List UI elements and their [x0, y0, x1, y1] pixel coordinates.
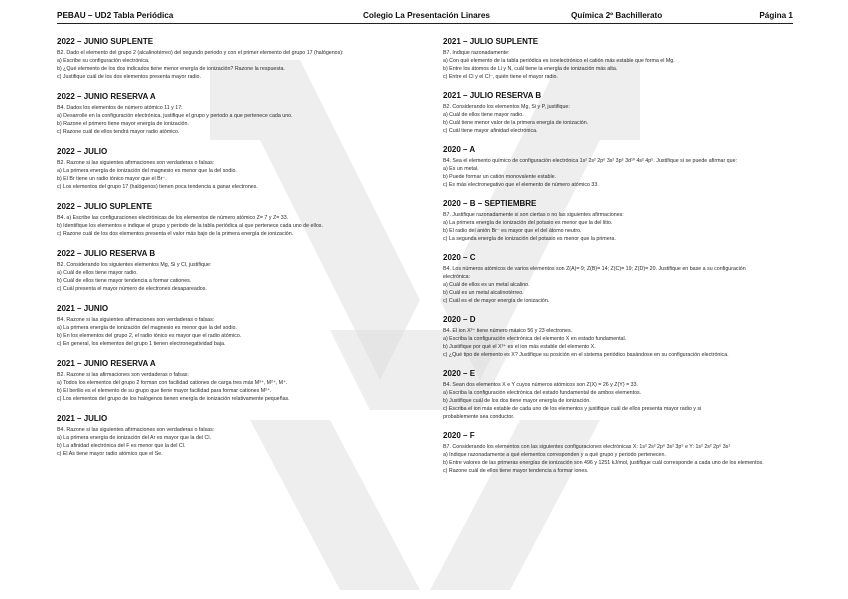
question-line: a) Es un metal.	[443, 166, 479, 172]
header-school-name: Colegio La Presentación Linares	[363, 11, 490, 20]
section-title: 2020 – E	[443, 369, 476, 378]
question-line: a) Indique razonadamente a qué elementos corresponden y a qué grupo y periodo pertenecen.	[443, 452, 666, 458]
exam-section	[57, 36, 435, 81]
question-line: a) La primera energía de ionización del magnesio es menor que la del sodio.	[57, 168, 237, 174]
exam-section	[57, 146, 435, 191]
right-column	[443, 36, 798, 484]
question-line: b) La afinidad electrónica del F es menor que la del Cl.	[57, 443, 186, 449]
question-line: B4. Los números atómicos de varios elementos son Z(A)= 9; Z(B)= 14; Z(C)= 19; Z(D)= 20. Justifique en base a su configuración	[443, 266, 746, 272]
question-line: b) El radio del anión Br⁻ es mayor que el del átomo neutro.	[443, 228, 582, 234]
header-page-number: Página 1	[759, 11, 793, 20]
exam-section	[443, 368, 798, 421]
exam-section	[443, 314, 798, 359]
question-line: c) El As tiene mayor radio atómico que el Se.	[57, 451, 163, 457]
question-line: c) Cuál presenta el mayor número de electrones desapareados.	[57, 286, 207, 292]
section-title: 2022 – JUNIO SUPLENTE	[57, 37, 154, 46]
question-line: B2. Considerando los elementos Mg, Si y P, justifique:	[443, 104, 570, 110]
section-title: 2021 – JULIO	[57, 414, 108, 423]
question-line: b) Entre los átomos de Li y N, cuál tiene la energía de ionización más alta.	[443, 66, 618, 72]
question-line: B2. Dado el elemento del grupo 2 (alcalinotérreo) del segundo periodo y con el primer elemento del grupo 17 (halógenos):	[57, 50, 344, 56]
question-line: a) Cuál de ellos es un metal alcalino.	[443, 282, 530, 288]
question-line: b) El Br tiene un radio iónico mayor que el Br⁻.	[57, 176, 167, 182]
exam-section	[443, 430, 798, 475]
question-line: B2. Razone si las afirmaciones son verdaderas o falsas:	[57, 372, 189, 378]
section-title: 2020 – F	[443, 431, 475, 440]
question-line: a) Escriba la configuración electrónica del estado fundamental de ambos elementos.	[443, 390, 642, 396]
question-line: B4. Razone si las siguientes afirmaciones son verdaderas o falsas:	[57, 427, 215, 433]
question-line: B7. Justifique razonadamente si son ciertas o no las siguientes afirmaciones:	[443, 212, 624, 218]
question-line: B4. Sea el elemento químico de configuración electrónica 1s² 2s² 2p⁶ 3s² 3p⁶ 3d¹⁰ 4s² 4p⁵. Justifique si se puede afirmar que:	[443, 158, 737, 164]
question-line: b) En los elementos del grupo 2, el radio iónico es mayor que el radio atómico.	[57, 333, 242, 339]
exam-section	[443, 90, 798, 135]
question-line: b) Identifique los elementos e indique el grupo y periodo de la tabla periódica al que pertenece cada uno de ellos.	[57, 223, 323, 229]
question-line: c) Razone cuál de ellos tiene mayor tendencia a formar iones.	[443, 468, 589, 474]
header-unit-title: PEBAU – UD2 Tabla Periódica	[57, 11, 174, 20]
question-line: a) Cuál de ellos tiene mayor radio.	[57, 270, 138, 276]
section-title: 2021 – JULIO SUPLENTE	[443, 37, 539, 46]
question-line: a) La primera energía de ionización del potasio es menor que la del litio.	[443, 220, 613, 226]
question-line: a) La primera energía de ionización del magnesio es menor que la del sodio.	[57, 325, 237, 331]
exam-section	[443, 36, 798, 81]
question-line: b) Razone el primero tiene mayor energía de ionización.	[57, 121, 189, 127]
question-line: a) Cuál de ellos tiene mayor radio.	[443, 112, 524, 118]
question-line: c) ¿Qué tipo de elemento es X? Justifique su posición en el sistema periódico basándose en su configuración electrónica.	[443, 352, 729, 358]
question-line: B7. Considerando los elementos con las siguientes configuraciones electrónicas X: 1s² 2s² 2p⁶ 3s² 3p⁵ e Y: 1s² 2s² 2p⁶ 3s¹	[443, 444, 731, 450]
question-line: c) Justifique cuál de los dos elementos presenta mayor radio.	[57, 74, 201, 80]
question-line: c) La segunda energía de ionización del potasio es menor que la primera.	[443, 236, 616, 242]
question-line: b) Cuál es un metal alcalinotérreo.	[443, 290, 524, 296]
exam-section	[57, 413, 435, 458]
question-line: a) Con qué elemento de la tabla periódica es isoelectrónico el catión más estable que forma el Mg.	[443, 58, 675, 64]
exam-section	[443, 252, 798, 305]
question-line: c) Razone cuál de los dos elementos presenta el valor más bajo de la primera energía de ionización.	[57, 231, 294, 237]
question-line: c) Los elementos del grupo 17 (halógenos) tienen poca tendencia a ganar electrones.	[57, 184, 258, 190]
section-title: 2022 – JULIO RESERVA B	[57, 249, 156, 258]
question-line: b) ¿Qué elemento de los dos indicados tiene menor energía de ionización? Razone la respuesta.	[57, 66, 285, 72]
page-header	[57, 9, 793, 24]
question-line: a) Escribe su configuración electrónica.	[57, 58, 150, 64]
question-line: B7. Indique razonadamente:	[443, 50, 510, 56]
question-line: a) Todos los elementos del grupo 2 forman con facilidad cationes de carga tres más M³⁺, M²⁺, M⁺.	[57, 380, 288, 386]
question-line: B4. Razone si las siguientes afirmaciones son verdaderas o falsas:	[57, 317, 215, 323]
question-line: c) Los elementos del grupo de los halógenos tienen energía de ionización relativamente pequeñas.	[57, 396, 290, 402]
section-title: 2020 – B – SEPTIEMBRE	[443, 199, 537, 208]
exam-section	[443, 144, 798, 189]
question-line: a) La primera energía de ionización del Ar es mayor que la del Cl.	[57, 435, 211, 441]
section-title: 2020 – A	[443, 145, 476, 154]
left-column	[57, 36, 435, 468]
question-line: c) En general, los elementos del grupo 1 tienen electronegatividad baja.	[57, 341, 226, 347]
question-line: b) Puede formar un catión monovalente estable.	[443, 174, 557, 180]
question-line: b) Entre valores de las primeras energías de ionización son 496 y 1251 kJ/mol, justifique cuál corresponde a cada uno de los elementos.	[443, 460, 764, 466]
section-title: 2021 – JULIO RESERVA B	[443, 91, 542, 100]
question-line: b) El berilio es el elemento de su grupo que tiene mayor facilidad para formar cationes M²⁺.	[57, 388, 272, 394]
exam-section	[57, 248, 435, 293]
question-line: b) Cuál tiene menor valor de la primera energía de ionización.	[443, 120, 589, 126]
exam-section	[57, 358, 435, 403]
question-line: B4. a) Escribe las configuraciones electrónicas de los elementos de número atómico Z= 7 y Z= 33.	[57, 215, 289, 221]
header-subject: Química 2º Bachillerato	[571, 11, 663, 20]
section-title: 2021 – JUNIO RESERVA A	[57, 359, 156, 368]
question-line: c) Entre el Cl y el Cl⁻, quién tiene el mayor radio.	[443, 74, 558, 80]
section-title: 2022 – JULIO	[57, 147, 108, 156]
question-line: B2. Razone si las siguientes afirmaciones son verdaderas o falsas:	[57, 160, 215, 166]
exam-section	[443, 198, 798, 243]
question-line: c) Razone cuál de ellos tendrá mayor radio atómico.	[57, 129, 180, 135]
question-line: B2. Considerando los siguientes elementos Mg, Si y Cl, justifique:	[57, 262, 212, 268]
question-line: B4. Dados los elementos de número atómico 11 y 17:	[57, 105, 183, 111]
question-line: b) Justifique por qué el X³⁺ es el ion más estable del elemento X.	[443, 344, 596, 350]
question-line: c) Escriba el ion más estable de cada uno de los elementos y justifique cuál de ellos presenta mayor radio y si	[443, 406, 702, 412]
section-title: 2020 – D	[443, 315, 476, 324]
question-line: b) Cuál de ellos tiene mayor tendencia a formar cationes.	[57, 278, 192, 284]
question-line: c) Cuál tiene mayor afinidad electrónica.	[443, 128, 538, 134]
exam-section	[57, 303, 435, 348]
question-line: B4. El ion X³⁺ tiene número másico 56 y 23 electrones.	[443, 328, 573, 334]
question-line: b) Justifique cuál de los dos tiene mayor energía de ionización.	[443, 398, 591, 404]
section-title: 2022 – JUNIO RESERVA A	[57, 92, 156, 101]
question-line: c) Es más electronegativo que el elemento de número atómico 33.	[443, 182, 599, 188]
section-title: 2021 – JUNIO	[57, 304, 109, 313]
exam-section	[57, 91, 435, 136]
question-line: probablemente sea conductor.	[443, 414, 515, 420]
question-line: electrónica:	[443, 274, 471, 280]
exam-section	[57, 201, 435, 238]
question-line: B4. Sean dos elementos X e Y cuyos números atómicos son Z(X) = 26 y Z(Y) = 33.	[443, 382, 639, 388]
question-line: a) Escriba la configuración electrónica del elemento X en estado fundamental.	[443, 336, 627, 342]
question-line: c) Cuál es el de mayor energía de ionización.	[443, 298, 550, 304]
section-title: 2022 – JULIO SUPLENTE	[57, 202, 153, 211]
section-title: 2020 – C	[443, 253, 476, 262]
question-line: a) Desarrolle en la configuración electrónica, justifique el grupo y periodo a que pertenece cada uno.	[57, 113, 293, 119]
